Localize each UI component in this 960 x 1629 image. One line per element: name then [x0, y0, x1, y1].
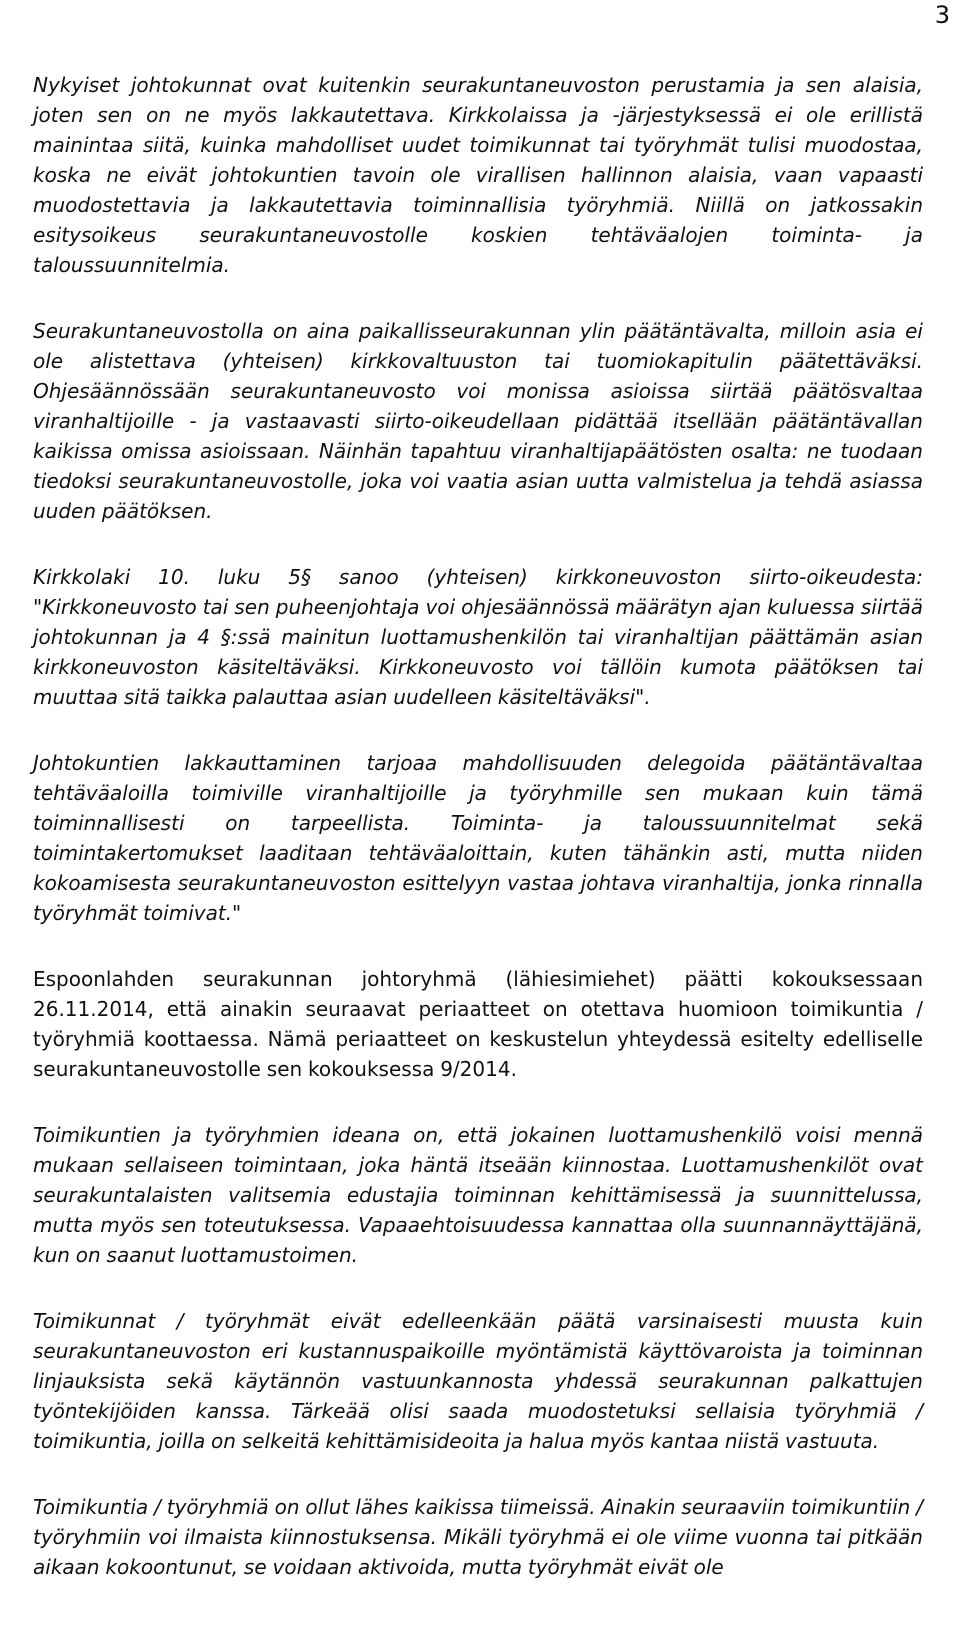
paragraph-5: Espoonlahden seurakunnan johtoryhmä (lähiesimiehet) päätti kokouksessaan 26.11.2014, että ainakin seuraavat periaatteet on otettava huomioon toimikuntia / työryhmiä koottaessa. Nämä periaatteet on keskustelun yhteydessä esitelty edelliselle seurakuntaneuvostolle sen kokouksessa 9/2014.: [33, 967, 923, 1081]
paragraph-7: Toimikunnat / työryhmät eivät edelleenkään päätä varsinaisesti muusta kuin seurakuntaneuvoston eri kustannuspaikoille myöntämistä käyttövaroista ja toiminnan linjauksista sekä käytännön vastuunkannosta yhdessä seurakunnan palkattujen työntekijöiden kanssa. Tärkeää olisi saada muodostetuksi sellaisia työryhmiä / toimikuntia, joilla on selkeitä kehittämisideoita ja halua myös kantaa niistä vastuuta.: [33, 1309, 923, 1453]
paragraph-4: Johtokuntien lakkauttaminen tarjoaa mahdollisuuden delegoida päätäntävaltaa tehtäväaloilla toimiville viranhaltijoille ja työryhmille sen mukaan kuin tämä toiminnallisesti on tarpeellista. Toiminta- ja taloussuunnitelmat sekä toimintakertomukset laaditaan tehtäväaloittain, kuten tähänkin asti, mutta niiden kokoamisesta seurakuntaneuvoston esittelyyn vastaa johtava viranhaltija, jonka rinnalla työryhmät toimivat.": [33, 751, 923, 925]
page-number: 3: [934, 1, 950, 29]
paragraph-8: Toimikuntia / työryhmiä on ollut lähes kaikissa tiimeissä. Ainakin seuraaviin toimikuntiin / työryhmiin voi ilmaista kiinnostuksensa. Mikäli työryhmä ei ole viime vuonna tai pitkään aikaan kokoontunut, se voidaan aktivoida, mutta työryhmät eivät ole: [33, 1495, 923, 1579]
paragraph-1: Nykyiset johtokunnat ovat kuitenkin seurakuntaneuvoston perustamia ja sen alaisia, joten sen on ne myös lakkautettava. Kirkkolaissa ja -järjestyksessä ei ole erillistä mainintaa siitä, kuinka mahdolliset uudet toimikunnat tai työryhmät tulisi muodostaa, koska ne eivät johtokuntien tavoin ole virallisen hallinnon alaisia, vaan vapaasti muodostettavia ja lakkautettavia toiminnallisia työryhmiä. Niillä on jatkossakin esitysoikeus seurakuntaneuvostolle koskien tehtäväalojen toiminta- ja taloussuunnitelmia.: [33, 73, 923, 277]
document-body: [33, 70, 923, 1582]
paragraph-6: Toimikuntien ja työryhmien ideana on, että jokainen luottamushenkilö voisi mennä mukaan sellaiseen toimintaan, joka häntä itseään kiinnostaa. Luottamushenkilöt ovat seurakuntalaisten valitsemia edustajia toiminnan kehittämisessä ja suunnittelussa, mutta myös sen toteutuksessa. Vapaaehtoisuudessa kannattaa olla suunnannäyttäjänä, kun on saanut luottamustoimen.: [33, 1123, 923, 1267]
paragraph-3: Kirkkolaki 10. luku 5§ sanoo (yhteisen) kirkkoneuvoston siirto-oikeudesta: "Kirkkoneuvosto tai sen puheenjohtaja voi ohjesäännössä määrätyn ajan kuluessa siirtää johtokunnan ja 4 §:ssä mainitun luottamushenkilön tai viranhaltijan päättämän asian kirkkoneuvoston käsiteltäväksi. Kirkkoneuvosto voi tällöin kumota päätöksen tai muuttaa sitä taikka palauttaa asian uudelleen käsiteltäväksi".: [33, 565, 923, 709]
paragraph-2: Seurakuntaneuvostolla on aina paikallisseurakunnan ylin päätäntävalta, milloin asia ei ole alistettava (yhteisen) kirkkovaltuuston tai tuomiokapitulin päätettäväksi. Ohjesäännössään seurakuntaneuvosto voi monissa asioissa siirtää päätösvaltaa viranhaltijoille - ja vastaavasti siirto-oikeudellaan pidättää itsellään päätäntävallan kaikissa omissa asioissaan. Näinhän tapahtuu viranhaltijapäätösten osalta: ne tuodaan tiedoksi seurakuntaneuvostolle, joka voi vaatia asian uutta valmistelua ja tehdä asiassa uuden päätöksen.: [33, 319, 923, 523]
